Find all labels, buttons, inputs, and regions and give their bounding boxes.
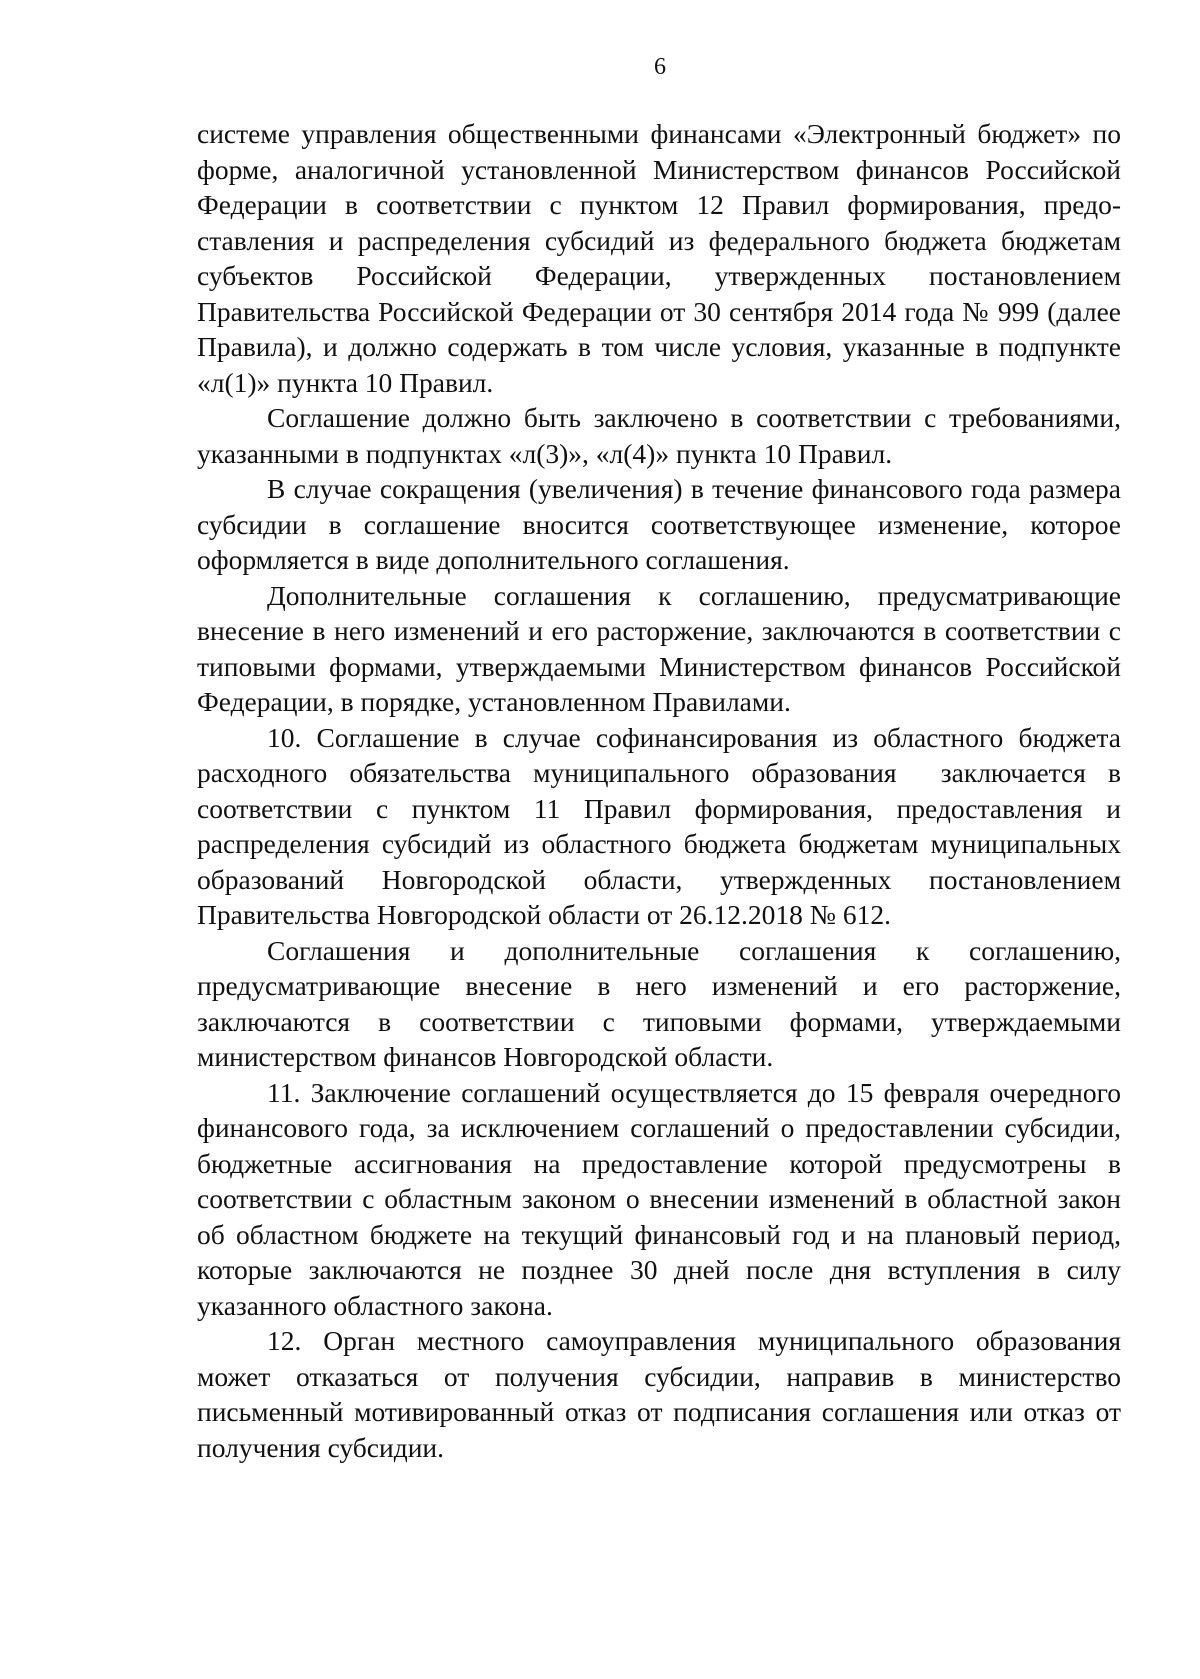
paragraph-clause-12: 12. Орган местного самоуправления муниципального образования может отказаться от получения субсидии, направив в министерство письменный мотивированный отказ от подписания соглашения или отказ от получения субсидии.: [197, 1325, 1128, 1463]
paragraph: Соглашение должно быть заключено в соответствии с требованиями, указанными в подпунктах «л(3)», «л(4)» пункта 10 Правил.: [197, 402, 1128, 469]
paragraph-continuation: системе управления общественными финансами «Электронный бюджет» по форме, аналогичной установленной Министерством финансов Российской Федерации в соответствии с пунктом 12 Правил формирования, предо-ставления и распределения субсидий из федерального бюджета бюджетам субъектов Российской Федерации, утвержденных постановлением Правительства Российской Федерации от 30 сентября 2014 года № 999 (далее Правила), и должно содержать в том числе условия, указанные в подпункте «л(1)» пункта 10 Правил.: [197, 118, 1128, 398]
page-number: 6: [654, 54, 666, 80]
paragraph-clause-10: 10. Соглашение в случае софинансирования из областного бюджета расходного обязательства муниципального образования заключается в соответствии с пунктом 11 Правил формирования, предоставления и распределения субсидий из областного бюджета бюджетам муниципальных образований Новгородской области, утвержденных постановлением Правительства Новгородской области от 26.12.2018 № 612.: [197, 721, 1128, 930]
paragraph: Дополнительные соглашения к соглашению, предусматривающие внесение в него изменений и его расторжение, заключаются в соответствии с типовыми формами, утверждаемыми Министерством финансов Российской Федерации, в порядке, установленном Правилами.: [197, 579, 1128, 717]
paragraph-clause-11: 11. Заключение соглашений осуществляется до 15 февраля очередного финансового года, за исключением соглашений о предоставлении субсидии, бюджетные ассигнования на предоставление которой предусмотрены в соответствии с областным законом о внесении изменений в областной закон об областном бюджете на текущий финансовый год и на плановый период, которые заключаются не позднее 30 дней после дня вступления в силу указанного областного закона.: [197, 1076, 1128, 1321]
document-body: [197, 116, 1128, 1465]
paragraph: Соглашения и дополнительные соглашения к соглашению, предусматривающие внесение в него изменений и его расторжение, заключаются в соответствии с типовыми формами, утверждаемыми министерством финансов Новгородской области.: [197, 934, 1128, 1072]
paragraph: В случае сокращения (увеличения) в течение финансового года размера субсидии в соглашение вносится соответствующее изменение, которое оформляется в виде дополнительного соглашения.: [197, 473, 1128, 575]
